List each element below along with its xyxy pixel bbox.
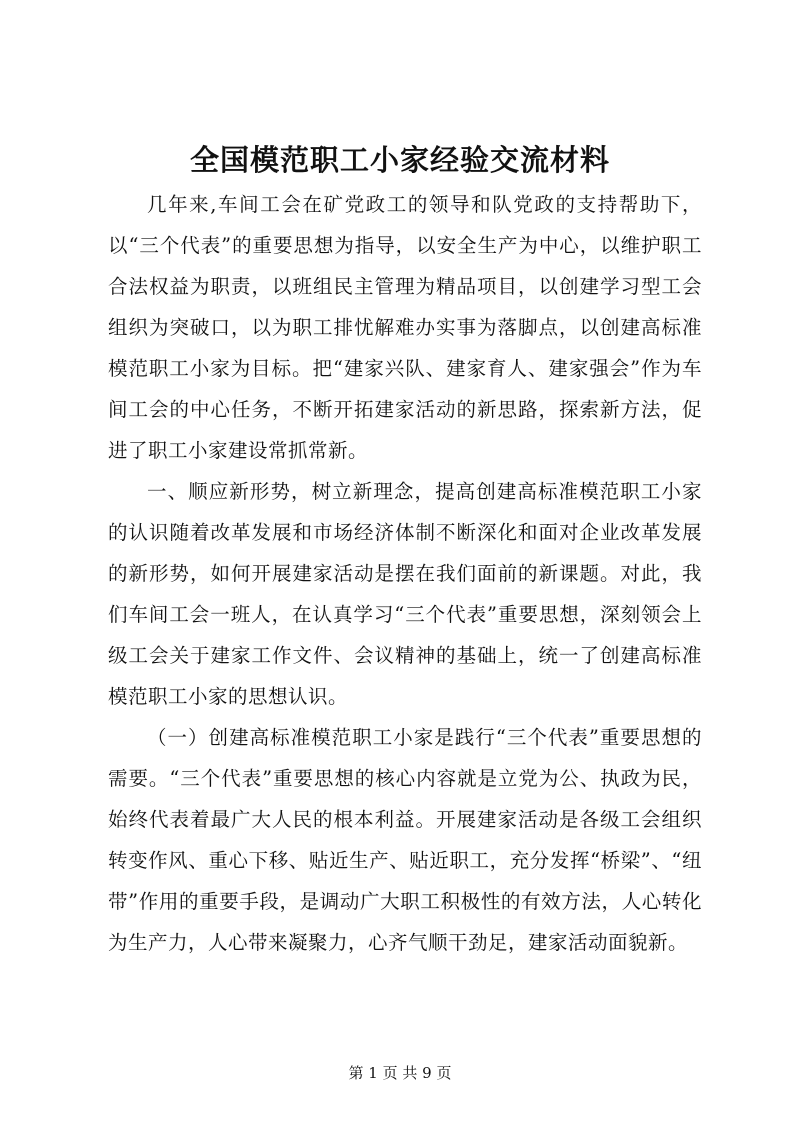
document-body <box>108 184 702 963</box>
paragraph-intro: 几年来,车间工会在矿党政工的领导和队党政的支持帮助下，以“三个代表”的重要思想为指导，以安全生产为中心，以维护职工合法权益为职责，以班组民主管理为精品项目，以创建学习型工会组织为突破口，以为职工排忧解难办实事为落脚点，以创建高标准模范职工小家为目标。把“建家兴队、建家育人、建家强会”作为车间工会的中心任务，不断开拓建家活动的新思路，探索新方法，促进了职工小家建设常抓常新。 <box>108 193 702 462</box>
document-title: 全国模范职工小家经验交流材料 <box>189 143 610 177</box>
paragraph-subsection-one: （一）创建高标准模范职工小家是践行“三个代表”重要思想的需要。“三个代表”重要思想的核心内容就是立党为公、执政为民，始终代表着最广大人民的根本利益。开展建家活动是各级工会组织转变作风、重心下移、贴近生产、贴近职工，充分发挥“桥梁”、“纽带”作用的重要手段，是调动广大职工积极性的有效方法，人心转化为生产力，人心带来凝聚力，心齐气顺干劲足，建家活动面貌新。 <box>108 726 702 954</box>
page-number-footer: 第 1 页 共 9 页 <box>348 1064 452 1082</box>
paragraph-section-one: 一、顺应新形势，树立新理念，提高创建高标准模范职工小家的认识随着改革发展和市场经济体制不断深化和面对企业改革发展的新形势，如何开展建家活动是摆在我们面前的新课题。对此，我们车间工会一班人，在认真学习“三个代表”重要思想，深刻领会上级工会关于建家工作文件、会议精神的基础上，统一了创建高标准模范职工小家的思想认识。 <box>108 480 702 708</box>
